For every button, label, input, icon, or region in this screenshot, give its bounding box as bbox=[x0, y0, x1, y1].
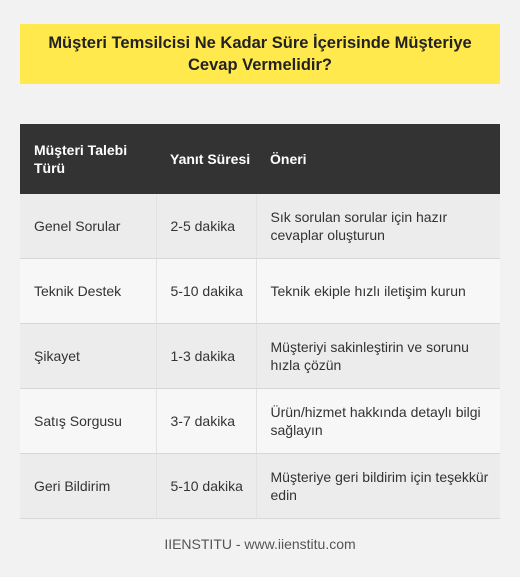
page-title: Müşteri Temsilcisi Ne Kadar Süre İçerisinde Müşteriye Cevap Vermelidir? bbox=[48, 34, 472, 74]
response-time-table bbox=[20, 124, 500, 519]
cell-response-time: 5-10 dakika bbox=[156, 259, 256, 324]
cell-request-type: Teknik Destek bbox=[20, 259, 156, 324]
table-row bbox=[20, 259, 500, 324]
cell-request-type: Genel Sorular bbox=[20, 194, 156, 259]
cell-response-time: 3-7 dakika bbox=[156, 389, 256, 454]
cell-suggestion: Ürün/hizmet hakkında detaylı bilgi sağlayın bbox=[256, 389, 500, 454]
cell-response-time: 2-5 dakika bbox=[156, 194, 256, 259]
cell-suggestion: Sık sorulan sorular için hazır cevaplar oluşturun bbox=[256, 194, 500, 259]
header-suggestion: Öneri bbox=[256, 124, 500, 194]
cell-request-type: Satış Sorgusu bbox=[20, 389, 156, 454]
cell-response-time: 1-3 dakika bbox=[156, 324, 256, 389]
footer-credit: IIENSTITU - www.iienstitu.com bbox=[164, 536, 356, 552]
header-response-time: Yanıt Süresi bbox=[156, 124, 256, 194]
title-banner bbox=[20, 24, 500, 84]
table-row bbox=[20, 454, 500, 519]
cell-suggestion: Teknik ekiple hızlı iletişim kurun bbox=[256, 259, 500, 324]
table-row bbox=[20, 389, 500, 454]
cell-suggestion: Müşteriye geri bildirim için teşekkür edin bbox=[256, 454, 500, 519]
header-request-type: Müşteri Talebi Türü bbox=[20, 124, 156, 194]
cell-request-type: Geri Bildirim bbox=[20, 454, 156, 519]
table-header-row bbox=[20, 124, 500, 194]
cell-request-type: Şikayet bbox=[20, 324, 156, 389]
table-row bbox=[20, 194, 500, 259]
cell-suggestion: Müşteriyi sakinleştirin ve sorunu hızla çözün bbox=[256, 324, 500, 389]
cell-response-time: 5-10 dakika bbox=[156, 454, 256, 519]
table-row bbox=[20, 324, 500, 389]
